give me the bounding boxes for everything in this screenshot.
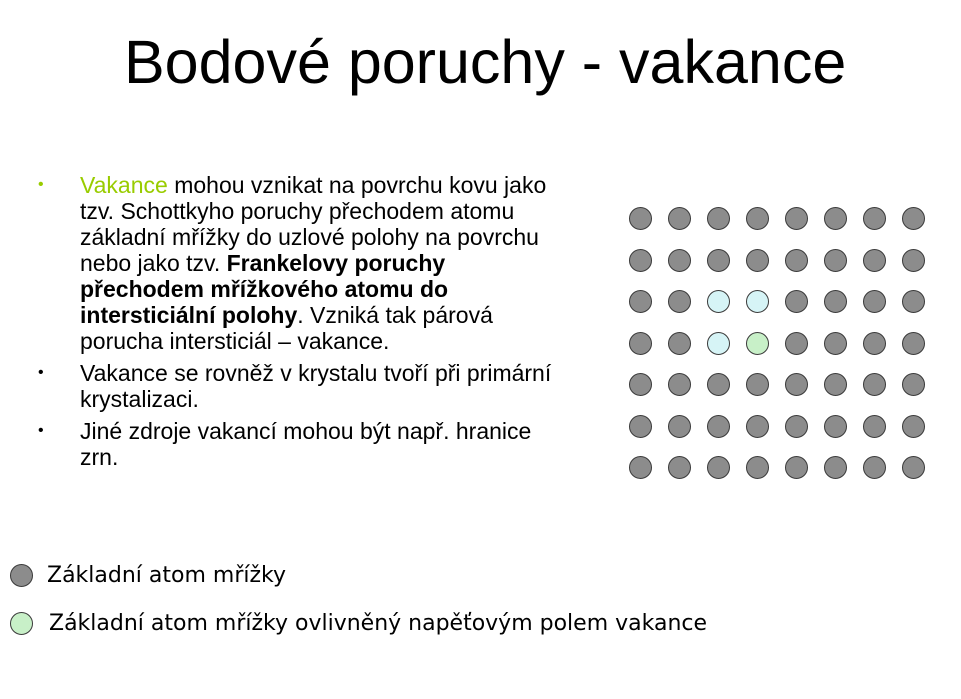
bullet-list bbox=[38, 172, 558, 476]
lattice-atom bbox=[629, 290, 652, 313]
lattice-atom bbox=[902, 207, 925, 230]
lattice-atom bbox=[902, 249, 925, 272]
lattice-atom bbox=[746, 249, 769, 272]
lattice-atom bbox=[824, 415, 847, 438]
lattice-atom bbox=[707, 456, 730, 479]
affected-atom-swatch-icon bbox=[10, 612, 33, 635]
lattice-atom bbox=[629, 456, 652, 479]
bullet-item bbox=[38, 418, 558, 470]
bullet-item bbox=[38, 360, 558, 412]
lattice-atom bbox=[629, 415, 652, 438]
lattice-atom bbox=[902, 373, 925, 396]
lattice-atom bbox=[863, 290, 886, 313]
lattice-atom bbox=[785, 332, 808, 355]
lattice-atom bbox=[824, 249, 847, 272]
lattice-atom bbox=[668, 373, 691, 396]
bullet-text: . Vzniká tak párová porucha intersticiál – vakance. bbox=[80, 302, 493, 354]
lattice-atom bbox=[863, 249, 886, 272]
lattice-atom bbox=[902, 456, 925, 479]
lattice-atom bbox=[746, 456, 769, 479]
lattice-atom bbox=[629, 249, 652, 272]
legend-label: Základní atom mřížky bbox=[47, 563, 287, 588]
bullet-dot-icon: • bbox=[38, 422, 44, 439]
lattice-atom bbox=[902, 332, 925, 355]
lattice-atom bbox=[668, 207, 691, 230]
interstitial-atom bbox=[707, 290, 730, 313]
lattice-atom bbox=[785, 207, 808, 230]
legend-label: Základní atom mřížky ovlivněný napěťovým polem vakance bbox=[49, 611, 708, 636]
lattice-atom bbox=[707, 415, 730, 438]
lattice-atom bbox=[707, 207, 730, 230]
lattice-atom bbox=[785, 373, 808, 396]
bullet-bold-text: Frankelovy poruchy přechodem mřížkového atomu do intersticiální polohy bbox=[80, 250, 449, 328]
lattice-atom bbox=[863, 456, 886, 479]
lattice-atom bbox=[824, 373, 847, 396]
lattice-atom bbox=[707, 373, 730, 396]
crystal-lattice-diagram bbox=[629, 207, 927, 479]
lattice-atom bbox=[668, 456, 691, 479]
lattice-atom bbox=[668, 290, 691, 313]
lattice-atom bbox=[824, 456, 847, 479]
bullet-text: Vakance se rovněž v krystalu tvoří při primární krystalizaci. bbox=[80, 360, 552, 412]
legend-item-base-atom bbox=[10, 563, 286, 588]
affected-atom bbox=[746, 332, 769, 355]
lattice-atom bbox=[746, 373, 769, 396]
lattice-atom bbox=[629, 332, 652, 355]
lattice-atom bbox=[707, 249, 730, 272]
bullet-item bbox=[38, 172, 558, 354]
base-atom-swatch-icon bbox=[10, 564, 33, 587]
term-vakance: Vakance bbox=[80, 172, 168, 198]
lattice-atom bbox=[863, 207, 886, 230]
lattice-atom bbox=[824, 207, 847, 230]
lattice-atom bbox=[824, 290, 847, 313]
lattice-atom bbox=[668, 249, 691, 272]
bullet-text: Jiné zdroje vakancí mohou být např. hranice zrn. bbox=[80, 418, 532, 470]
lattice-atom bbox=[746, 415, 769, 438]
lattice-atom bbox=[824, 332, 847, 355]
lattice-atom bbox=[785, 415, 808, 438]
lattice-atom bbox=[746, 207, 769, 230]
lattice-atom bbox=[785, 456, 808, 479]
lattice-atom bbox=[902, 415, 925, 438]
lattice-atom bbox=[629, 207, 652, 230]
bullet-text: mohou vznikat na povrchu kovu jako tzv. Schottkyho poruchy přechodem atomu základní mřížky do uzlové polohy na povrchu nebo jako tzv. bbox=[80, 172, 547, 276]
lattice-atom bbox=[902, 290, 925, 313]
slide-title: Bodové poruchy - vakance bbox=[124, 28, 847, 96]
lattice-atom bbox=[863, 373, 886, 396]
interstitial-atom bbox=[746, 290, 769, 313]
bullet-dot-icon: • bbox=[38, 364, 44, 381]
lattice-atom bbox=[629, 373, 652, 396]
interstitial-atom bbox=[707, 332, 730, 355]
legend-item-affected-atom bbox=[10, 611, 707, 636]
lattice-atom bbox=[668, 415, 691, 438]
lattice-atom bbox=[785, 249, 808, 272]
lattice-atom bbox=[863, 415, 886, 438]
lattice-atom bbox=[668, 332, 691, 355]
lattice-atom bbox=[863, 332, 886, 355]
lattice-atom bbox=[785, 290, 808, 313]
bullet-dot-icon: • bbox=[38, 176, 44, 193]
